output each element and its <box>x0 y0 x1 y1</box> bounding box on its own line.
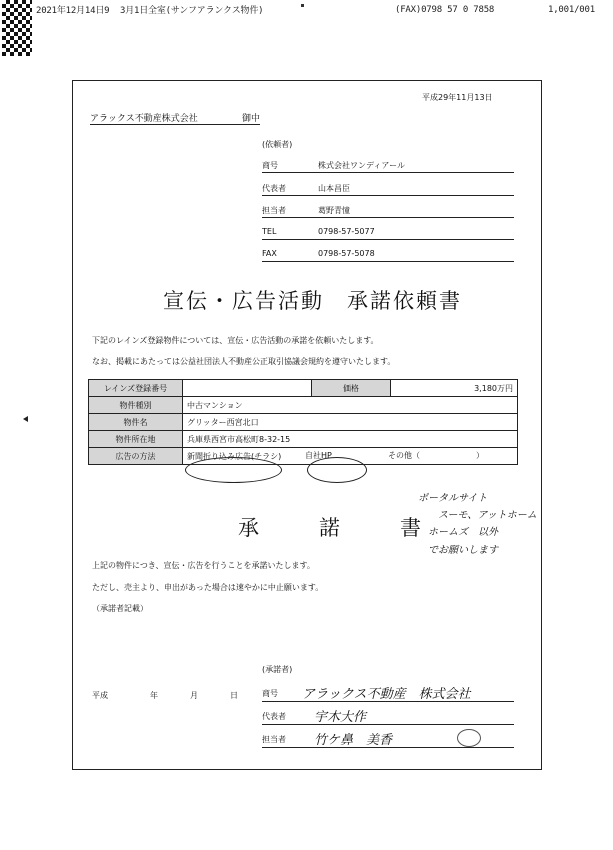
consent-month: 月 <box>190 691 198 700</box>
fax-page: 1,001/001 <box>548 5 595 15</box>
method-circle-1 <box>185 457 282 483</box>
addressee-name: アラックス不動産株式会社 <box>90 114 198 124</box>
requester-rep-row <box>262 183 514 196</box>
requester-tel-row <box>262 227 514 240</box>
table-row <box>89 431 518 448</box>
consent-title: 承 諾 書 <box>238 516 427 540</box>
method-circle-2 <box>307 457 367 483</box>
addressee-honorific: 御中 <box>242 114 261 124</box>
consent-line-2: ただし、売主より、申出があった場合は速やかに中止願います。 <box>92 583 324 592</box>
price-value: 3,180万円 <box>391 380 518 397</box>
requester-fax: 0798-57-5078 <box>318 249 375 258</box>
consent-era: 平成 <box>92 691 108 700</box>
name-value: グリッター西宮北口 <box>183 414 518 431</box>
approver-company: アラックス不動産 株式会社 <box>302 687 471 702</box>
document-date: 平成29年11月13日 <box>422 93 493 102</box>
method-option-2: 自社HP <box>305 451 332 460</box>
address-value: 兵庫県西宮市高松町8-32-15 <box>183 431 518 448</box>
consent-line-1: 上記の物件につき、宣伝・広告を行うことを承諾いたします。 <box>92 561 315 570</box>
requester-contact-row <box>262 205 514 218</box>
approver-rep-label: 代表者 <box>262 712 286 721</box>
requester-tel: 0798-57-5077 <box>318 227 375 236</box>
fax-number: (FAX)0798 57 0 7858 <box>395 5 495 15</box>
type-label: 物件種別 <box>89 397 183 414</box>
requester-label: (依頼者) <box>262 140 293 149</box>
requester-contact: 葛野青憧 <box>318 206 350 215</box>
reins-label: レインズ登録番号 <box>89 380 183 397</box>
document-title: 宣伝・広告活動 承諾依頼書 <box>163 289 462 313</box>
approver-label: (承諾者) <box>262 665 293 674</box>
requester-rep: 山本昌臣 <box>318 184 350 193</box>
fax-subject: 3月1日全室(サンフアランクス物件) <box>120 6 264 16</box>
address-label: 物件所在地 <box>89 431 183 448</box>
table-row <box>89 397 518 414</box>
approver-rep-row <box>262 706 514 725</box>
requester-contact-label: 担当者 <box>262 206 286 215</box>
handwritten-note-4: でお願いします <box>428 545 498 556</box>
handwritten-note-1: ポータルサイト <box>418 493 488 504</box>
consent-day: 日 <box>230 691 238 700</box>
table-row <box>89 448 518 465</box>
fax-corner-pattern <box>2 0 32 56</box>
table-row <box>89 414 518 431</box>
approver-contact: 竹ケ鼻 美香 <box>314 733 393 748</box>
type-value: 中古マンション <box>183 397 518 414</box>
approver-rep: 宇木大作 <box>314 710 367 725</box>
intro-line-1: 下記のレインズ登録物件については、宣伝・広告活動の承諾を依頼いたします。 <box>92 336 379 345</box>
consent-year: 年 <box>150 691 158 700</box>
requester-company-label: 商号 <box>262 161 278 170</box>
fax-timestamp: 2021年12月14日9 <box>36 6 110 16</box>
approver-contact-label: 担当者 <box>262 735 286 744</box>
method-label: 広告の方法 <box>89 448 183 465</box>
requester-fax-label: FAX <box>262 249 277 258</box>
method-option-1: 新聞折り込み広告(チラシ) <box>187 451 282 461</box>
requester-fax-row <box>262 249 514 262</box>
scan-mark-top <box>301 4 304 7</box>
requester-company-row <box>262 160 514 173</box>
requester-tel-label: TEL <box>262 227 277 236</box>
approver-company-row <box>262 683 514 702</box>
requester-company: 株式会社ワンディアール <box>318 161 405 170</box>
handwritten-note-3: ホームズ 以外 <box>428 527 498 538</box>
approver-company-label: 商号 <box>262 689 278 698</box>
intro-line-2: なお、掲載にあたっては公益社団法人不動産公正取引協議会規約を遵守いたします。 <box>92 357 396 366</box>
addressee <box>90 111 260 125</box>
seal-stamp-icon <box>457 729 481 747</box>
method-option-3: その他（ ） <box>388 451 484 460</box>
name-label: 物件名 <box>89 414 183 431</box>
table-row <box>89 380 518 397</box>
consent-line-3: （承諾者記載） <box>92 604 148 613</box>
reins-value <box>183 380 312 397</box>
price-label: 価格 <box>312 380 391 397</box>
requester-rep-label: 代表者 <box>262 184 286 193</box>
scan-mark-left <box>23 416 28 422</box>
handwritten-note-2: スーモ、アットホーム <box>438 510 537 521</box>
property-table <box>88 379 518 465</box>
